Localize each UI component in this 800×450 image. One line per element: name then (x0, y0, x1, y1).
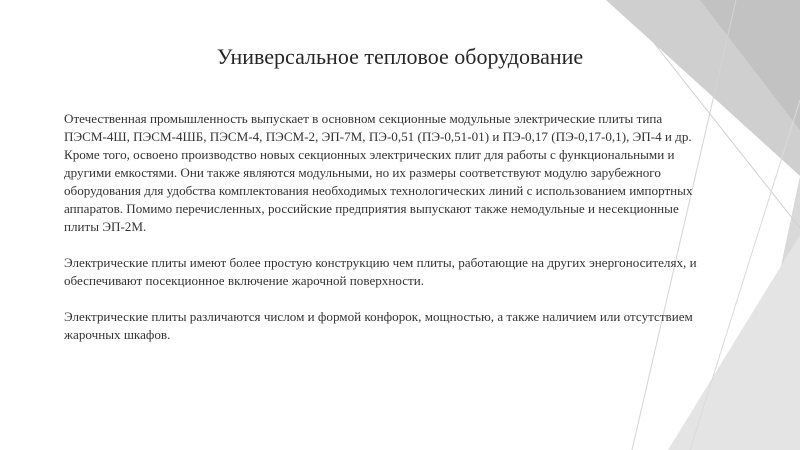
paragraph-2 (64, 254, 714, 290)
slide-body (64, 110, 714, 362)
paragraph-3-text: Электрические плиты различаются числом и формой конфорок, мощностью, а также наличием или отсутствием жарочных шкафов. (64, 309, 693, 342)
paragraph-1-text: Отечественная промышленность выпускает в основном секционные модульные электрические плиты типа ПЭСМ-4Ш, ПЭСМ-4ШБ, ПЭСМ-4, ПЭСМ-2, ЭП-7М, ПЭ-0,51 (ПЭ-0,51-01) и ПЭ-0,17 (ПЭ-0,17-0,1), ЭП-4 и др. Кроме того, освоено производство новых секционных электрических плит для работы с функциональными и другими емкостями. Они также являются модульными, но их размеры соответствуют модулю зарубежного оборудования для удобства комплектования необходимых технологических линий с использованием импортных аппаратов. Помимо перечисленных, российские предприятия выпускают также немодульные и несекционные плиты ЭП-2М. (64, 111, 693, 234)
paragraph-1 (64, 110, 714, 236)
slide-title: Универсальное тепловое оборудование (216, 44, 584, 69)
paragraph-2-text: Электрические плиты имеют более простую конструкцию чем плиты, работающие на других энергоносителях, и обеспечивают посекционное включение жарочной поверхности. (64, 255, 697, 288)
paragraph-3 (64, 308, 714, 344)
